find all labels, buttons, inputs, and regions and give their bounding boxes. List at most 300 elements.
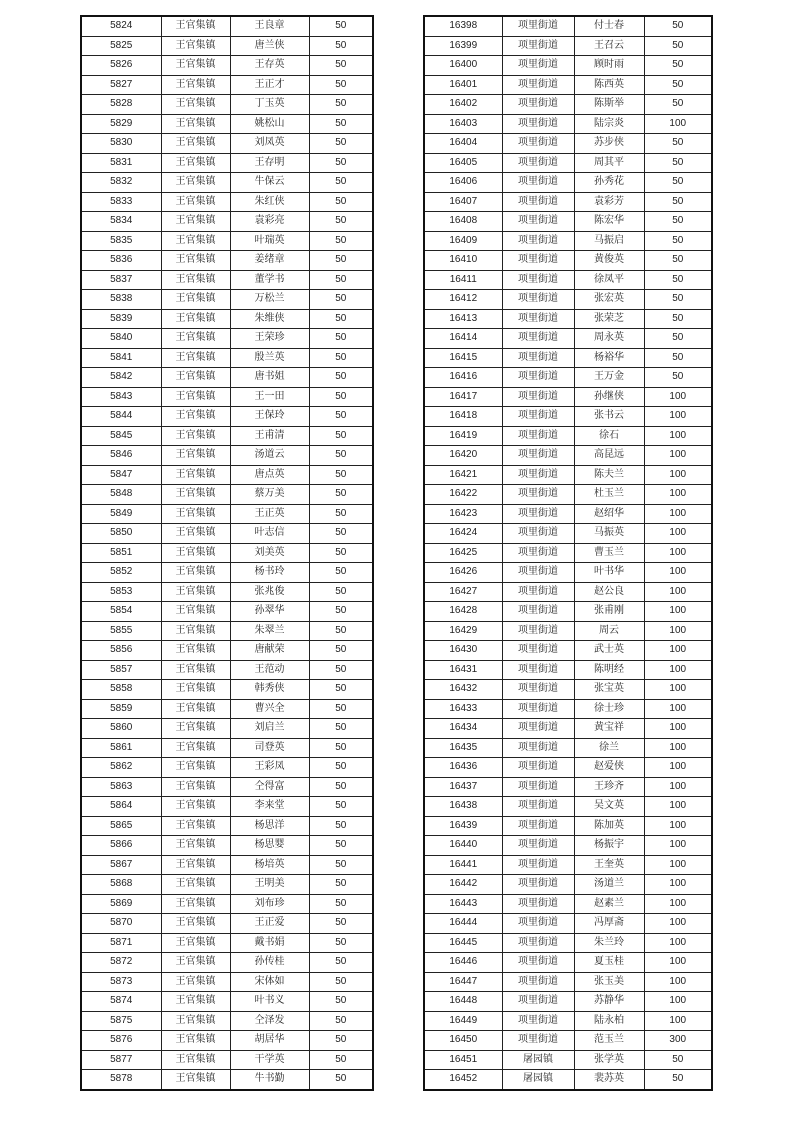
town-cell: 项里街道: [502, 290, 574, 310]
name-cell: 王甫清: [230, 426, 309, 446]
amount-cell: 50: [309, 446, 373, 466]
table-row: [81, 875, 373, 895]
serial-number-cell: 5830: [81, 134, 161, 154]
amount-cell: 50: [309, 699, 373, 719]
serial-number-cell: 16410: [424, 251, 502, 271]
table-row: [424, 777, 712, 797]
table-row: [424, 914, 712, 934]
name-cell: 万松兰: [230, 290, 309, 310]
name-cell: 周永英: [574, 329, 644, 349]
amount-cell: 50: [309, 290, 373, 310]
serial-number-cell: 5850: [81, 524, 161, 544]
name-cell: 王存明: [230, 153, 309, 173]
table-row: [424, 36, 712, 56]
town-cell: 项里街道: [502, 797, 574, 817]
name-cell: 仝得富: [230, 777, 309, 797]
table-row: [81, 621, 373, 641]
town-cell: 王官集镇: [161, 485, 230, 505]
amount-cell: 50: [644, 173, 712, 193]
serial-number-cell: 16416: [424, 368, 502, 388]
amount-cell: 50: [309, 992, 373, 1012]
table-row: [81, 407, 373, 427]
name-cell: 陈加英: [574, 816, 644, 836]
amount-cell: 50: [644, 192, 712, 212]
town-cell: 王官集镇: [161, 777, 230, 797]
serial-number-cell: 5836: [81, 251, 161, 271]
town-cell: 王官集镇: [161, 387, 230, 407]
serial-number-cell: 16445: [424, 933, 502, 953]
name-cell: 杨书玲: [230, 563, 309, 583]
table-row: [424, 758, 712, 778]
amount-cell: 50: [309, 836, 373, 856]
name-cell: 唐书姐: [230, 368, 309, 388]
serial-number-cell: 5871: [81, 933, 161, 953]
amount-cell: 100: [644, 504, 712, 524]
name-cell: 韩秀侠: [230, 680, 309, 700]
name-cell: 王保玲: [230, 407, 309, 427]
town-cell: 项里街道: [502, 621, 574, 641]
name-cell: 叶志信: [230, 524, 309, 544]
name-cell: 赵绍华: [574, 504, 644, 524]
serial-number-cell: 5831: [81, 153, 161, 173]
town-cell: 王官集镇: [161, 660, 230, 680]
amount-cell: 50: [309, 719, 373, 739]
table-row: [424, 270, 712, 290]
serial-number-cell: 5851: [81, 543, 161, 563]
amount-cell: 50: [644, 153, 712, 173]
town-cell: 王官集镇: [161, 797, 230, 817]
amount-cell: 50: [309, 16, 373, 36]
serial-number-cell: 16449: [424, 1011, 502, 1031]
amount-cell: 50: [644, 1070, 712, 1090]
town-cell: 项里街道: [502, 16, 574, 36]
amount-cell: 100: [644, 387, 712, 407]
amount-cell: 50: [309, 933, 373, 953]
town-cell: 王官集镇: [161, 543, 230, 563]
town-cell: 项里街道: [502, 426, 574, 446]
serial-number-cell: 16406: [424, 173, 502, 193]
serial-number-cell: 5828: [81, 95, 161, 115]
name-cell: 武士英: [574, 641, 644, 661]
serial-number-cell: 16446: [424, 953, 502, 973]
table-row: [424, 933, 712, 953]
town-cell: 王官集镇: [161, 738, 230, 758]
serial-number-cell: 16401: [424, 75, 502, 95]
amount-cell: 50: [309, 251, 373, 271]
name-cell: 曹玉兰: [574, 543, 644, 563]
amount-cell: 50: [309, 816, 373, 836]
name-cell: 黄俊英: [574, 251, 644, 271]
name-cell: 徐凤平: [574, 270, 644, 290]
town-cell: 王官集镇: [161, 75, 230, 95]
table-row: [424, 641, 712, 661]
serial-number-cell: 5855: [81, 621, 161, 641]
town-cell: 王官集镇: [161, 56, 230, 76]
amount-cell: 50: [309, 348, 373, 368]
table-row: [81, 16, 373, 36]
serial-number-cell: 16426: [424, 563, 502, 583]
table-row: [81, 992, 373, 1012]
table-row: [81, 446, 373, 466]
town-cell: 王官集镇: [161, 153, 230, 173]
town-cell: 项里街道: [502, 173, 574, 193]
serial-number-cell: 5864: [81, 797, 161, 817]
town-cell: 项里街道: [502, 56, 574, 76]
town-cell: 王官集镇: [161, 348, 230, 368]
name-cell: 陈夫兰: [574, 465, 644, 485]
serial-number-cell: 5827: [81, 75, 161, 95]
name-cell: 蔡万美: [230, 485, 309, 505]
table-row: [81, 758, 373, 778]
amount-cell: 50: [309, 1050, 373, 1070]
table-row: [81, 680, 373, 700]
name-cell: 赵爱侠: [574, 758, 644, 778]
serial-number-cell: 16412: [424, 290, 502, 310]
town-cell: 项里街道: [502, 933, 574, 953]
town-cell: 项里街道: [502, 95, 574, 115]
town-cell: 王官集镇: [161, 875, 230, 895]
table-row: [81, 777, 373, 797]
table-row: [424, 329, 712, 349]
table-row: [424, 797, 712, 817]
town-cell: 王官集镇: [161, 914, 230, 934]
serial-number-cell: 16429: [424, 621, 502, 641]
table-row: [81, 933, 373, 953]
serial-number-cell: 5856: [81, 641, 161, 661]
amount-cell: 100: [644, 738, 712, 758]
name-cell: 张宏英: [574, 290, 644, 310]
name-cell: 仝泽发: [230, 1011, 309, 1031]
table-row: [424, 602, 712, 622]
town-cell: 王官集镇: [161, 972, 230, 992]
table-row: [424, 680, 712, 700]
table-row: [424, 582, 712, 602]
town-cell: 项里街道: [502, 1031, 574, 1051]
table-row: [81, 582, 373, 602]
name-cell: 张兆俊: [230, 582, 309, 602]
table-row: [424, 1031, 712, 1051]
table-row: [424, 426, 712, 446]
town-cell: 王官集镇: [161, 212, 230, 232]
town-cell: 项里街道: [502, 699, 574, 719]
town-cell: 项里街道: [502, 972, 574, 992]
serial-number-cell: 16415: [424, 348, 502, 368]
amount-cell: 100: [644, 894, 712, 914]
serial-number-cell: 16404: [424, 134, 502, 154]
table-row: [424, 875, 712, 895]
town-cell: 项里街道: [502, 485, 574, 505]
town-cell: 王官集镇: [161, 114, 230, 134]
table-row: [424, 95, 712, 115]
town-cell: 王官集镇: [161, 309, 230, 329]
name-cell: 王万金: [574, 368, 644, 388]
table-row: [424, 1070, 712, 1090]
serial-number-cell: 16419: [424, 426, 502, 446]
table-row: [424, 563, 712, 583]
table-row: [424, 699, 712, 719]
serial-number-cell: 5848: [81, 485, 161, 505]
town-cell: 王官集镇: [161, 504, 230, 524]
name-cell: 汤道兰: [574, 875, 644, 895]
town-cell: 项里街道: [502, 387, 574, 407]
name-cell: 孙翠华: [230, 602, 309, 622]
name-cell: 刘布珍: [230, 894, 309, 914]
name-cell: 宋体如: [230, 972, 309, 992]
town-cell: 王官集镇: [161, 953, 230, 973]
amount-cell: 50: [309, 231, 373, 251]
amount-cell: 50: [309, 524, 373, 544]
serial-number-cell: 5878: [81, 1070, 161, 1090]
name-cell: 王存英: [230, 56, 309, 76]
amount-cell: 50: [309, 75, 373, 95]
amount-cell: 50: [644, 212, 712, 232]
serial-number-cell: 16408: [424, 212, 502, 232]
town-cell: 项里街道: [502, 407, 574, 427]
town-cell: 王官集镇: [161, 95, 230, 115]
name-cell: 叶瑞英: [230, 231, 309, 251]
serial-number-cell: 16403: [424, 114, 502, 134]
town-cell: 项里街道: [502, 192, 574, 212]
amount-cell: 50: [309, 329, 373, 349]
serial-number-cell: 16402: [424, 95, 502, 115]
table-row: [81, 270, 373, 290]
town-cell: 项里街道: [502, 231, 574, 251]
table-row: [424, 972, 712, 992]
name-cell: 袁彩亮: [230, 212, 309, 232]
serial-number-cell: 5869: [81, 894, 161, 914]
name-cell: 曹兴全: [230, 699, 309, 719]
amount-cell: 50: [644, 231, 712, 251]
town-cell: 王官集镇: [161, 563, 230, 583]
name-cell: 干学英: [230, 1050, 309, 1070]
name-cell: 王荣珍: [230, 329, 309, 349]
town-cell: 王官集镇: [161, 134, 230, 154]
table-row: [81, 953, 373, 973]
table-row: [424, 251, 712, 271]
amount-cell: 100: [644, 465, 712, 485]
table-row: [81, 348, 373, 368]
town-cell: 项里街道: [502, 543, 574, 563]
name-cell: 陆永柏: [574, 1011, 644, 1031]
town-cell: 项里街道: [502, 309, 574, 329]
amount-cell: 100: [644, 407, 712, 427]
serial-number-cell: 5845: [81, 426, 161, 446]
table-row: [424, 953, 712, 973]
name-cell: 丁玉英: [230, 95, 309, 115]
amount-cell: 50: [644, 1050, 712, 1070]
table-row: [81, 1031, 373, 1051]
town-cell: 项里街道: [502, 114, 574, 134]
serial-number-cell: 16431: [424, 660, 502, 680]
serial-number-cell: 16425: [424, 543, 502, 563]
amount-cell: 50: [644, 348, 712, 368]
town-cell: 项里街道: [502, 816, 574, 836]
town-cell: 项里街道: [502, 680, 574, 700]
amount-cell: 50: [644, 270, 712, 290]
serial-number-cell: 16434: [424, 719, 502, 739]
town-cell: 项里街道: [502, 875, 574, 895]
serial-number-cell: 16452: [424, 1070, 502, 1090]
town-cell: 王官集镇: [161, 699, 230, 719]
name-cell: 夏玉桂: [574, 953, 644, 973]
serial-number-cell: 5825: [81, 36, 161, 56]
serial-number-cell: 5833: [81, 192, 161, 212]
serial-number-cell: 16432: [424, 680, 502, 700]
amount-cell: 100: [644, 1011, 712, 1031]
amount-cell: 50: [309, 582, 373, 602]
table-row: [81, 153, 373, 173]
amount-cell: 100: [644, 777, 712, 797]
amount-cell: 50: [644, 36, 712, 56]
table-row: [81, 563, 373, 583]
amount-cell: 50: [309, 777, 373, 797]
serial-number-cell: 5861: [81, 738, 161, 758]
table-row: [81, 641, 373, 661]
name-cell: 裴苏英: [574, 1070, 644, 1090]
amount-cell: 50: [309, 680, 373, 700]
table-row: [424, 153, 712, 173]
town-cell: 项里街道: [502, 953, 574, 973]
name-cell: 杜玉兰: [574, 485, 644, 505]
table-row: [424, 1011, 712, 1031]
amount-cell: 50: [309, 270, 373, 290]
town-cell: 王官集镇: [161, 855, 230, 875]
table-row: [81, 1070, 373, 1090]
serial-number-cell: 16418: [424, 407, 502, 427]
amount-cell: 100: [644, 485, 712, 505]
amount-cell: 50: [309, 621, 373, 641]
table-row: [81, 855, 373, 875]
name-cell: 王正英: [230, 504, 309, 524]
table-row: [424, 543, 712, 563]
serial-number-cell: 5826: [81, 56, 161, 76]
amount-cell: 100: [644, 758, 712, 778]
amount-cell: 50: [309, 95, 373, 115]
town-cell: 王官集镇: [161, 758, 230, 778]
table-row: [424, 56, 712, 76]
serial-number-cell: 16440: [424, 836, 502, 856]
amount-cell: 50: [309, 894, 373, 914]
amount-cell: 50: [644, 75, 712, 95]
serial-number-cell: 5834: [81, 212, 161, 232]
town-cell: 屠园镇: [502, 1050, 574, 1070]
table-row: [424, 836, 712, 856]
name-cell: 唐献荣: [230, 641, 309, 661]
town-cell: 王官集镇: [161, 16, 230, 36]
name-cell: 张荣芝: [574, 309, 644, 329]
name-cell: 马振启: [574, 231, 644, 251]
name-cell: 陈西英: [574, 75, 644, 95]
town-cell: 王官集镇: [161, 231, 230, 251]
serial-number-cell: 5835: [81, 231, 161, 251]
amount-cell: 50: [309, 407, 373, 427]
table-row: [81, 1011, 373, 1031]
name-cell: 牛保云: [230, 173, 309, 193]
table-row: [81, 816, 373, 836]
name-cell: 王正爱: [230, 914, 309, 934]
name-cell: 冯厚斋: [574, 914, 644, 934]
name-cell: 姜绪章: [230, 251, 309, 271]
town-cell: 王官集镇: [161, 1070, 230, 1090]
town-cell: 王官集镇: [161, 1011, 230, 1031]
town-cell: 王官集镇: [161, 933, 230, 953]
table-row: [81, 738, 373, 758]
serial-number-cell: 5843: [81, 387, 161, 407]
serial-number-cell: 5844: [81, 407, 161, 427]
table-row: [424, 309, 712, 329]
table-row: [81, 504, 373, 524]
serial-number-cell: 16427: [424, 582, 502, 602]
table-row: [81, 212, 373, 232]
town-cell: 王官集镇: [161, 270, 230, 290]
amount-cell: 100: [644, 972, 712, 992]
name-cell: 胡居华: [230, 1031, 309, 1051]
table-row: [424, 231, 712, 251]
town-cell: 项里街道: [502, 777, 574, 797]
town-cell: 王官集镇: [161, 582, 230, 602]
name-cell: 陆宗炎: [574, 114, 644, 134]
table-row: [424, 212, 712, 232]
name-cell: 王良章: [230, 16, 309, 36]
town-cell: 项里街道: [502, 270, 574, 290]
name-cell: 董学书: [230, 270, 309, 290]
amount-cell: 50: [644, 56, 712, 76]
serial-number-cell: 16441: [424, 855, 502, 875]
table-row: [81, 95, 373, 115]
serial-number-cell: 5841: [81, 348, 161, 368]
town-cell: 王官集镇: [161, 426, 230, 446]
name-cell: 汤道云: [230, 446, 309, 466]
table-row: [81, 836, 373, 856]
serial-number-cell: 5858: [81, 680, 161, 700]
amount-cell: 50: [644, 134, 712, 154]
serial-number-cell: 5846: [81, 446, 161, 466]
amount-cell: 100: [644, 855, 712, 875]
amount-cell: 50: [309, 1031, 373, 1051]
town-cell: 王官集镇: [161, 290, 230, 310]
table-row: [424, 465, 712, 485]
table-row: [424, 368, 712, 388]
table-row: [81, 465, 373, 485]
amount-cell: 50: [309, 660, 373, 680]
amount-cell: 50: [309, 36, 373, 56]
amount-cell: 50: [644, 16, 712, 36]
amount-cell: 50: [644, 309, 712, 329]
serial-number-cell: 16442: [424, 875, 502, 895]
amount-cell: 50: [309, 114, 373, 134]
amount-cell: 100: [644, 875, 712, 895]
name-cell: 马振英: [574, 524, 644, 544]
town-cell: 项里街道: [502, 894, 574, 914]
town-cell: 项里街道: [502, 212, 574, 232]
serial-number-cell: 5876: [81, 1031, 161, 1051]
amount-cell: 50: [309, 758, 373, 778]
serial-number-cell: 5847: [81, 465, 161, 485]
serial-number-cell: 16413: [424, 309, 502, 329]
serial-number-cell: 5875: [81, 1011, 161, 1031]
table-row: [424, 290, 712, 310]
name-cell: 周其平: [574, 153, 644, 173]
town-cell: 王官集镇: [161, 524, 230, 544]
table-row: [424, 719, 712, 739]
name-cell: 张甫刚: [574, 602, 644, 622]
amount-cell: 50: [309, 855, 373, 875]
amount-cell: 50: [309, 641, 373, 661]
name-cell: 王明美: [230, 875, 309, 895]
amount-cell: 100: [644, 446, 712, 466]
table-row: [81, 329, 373, 349]
table-row: [424, 446, 712, 466]
